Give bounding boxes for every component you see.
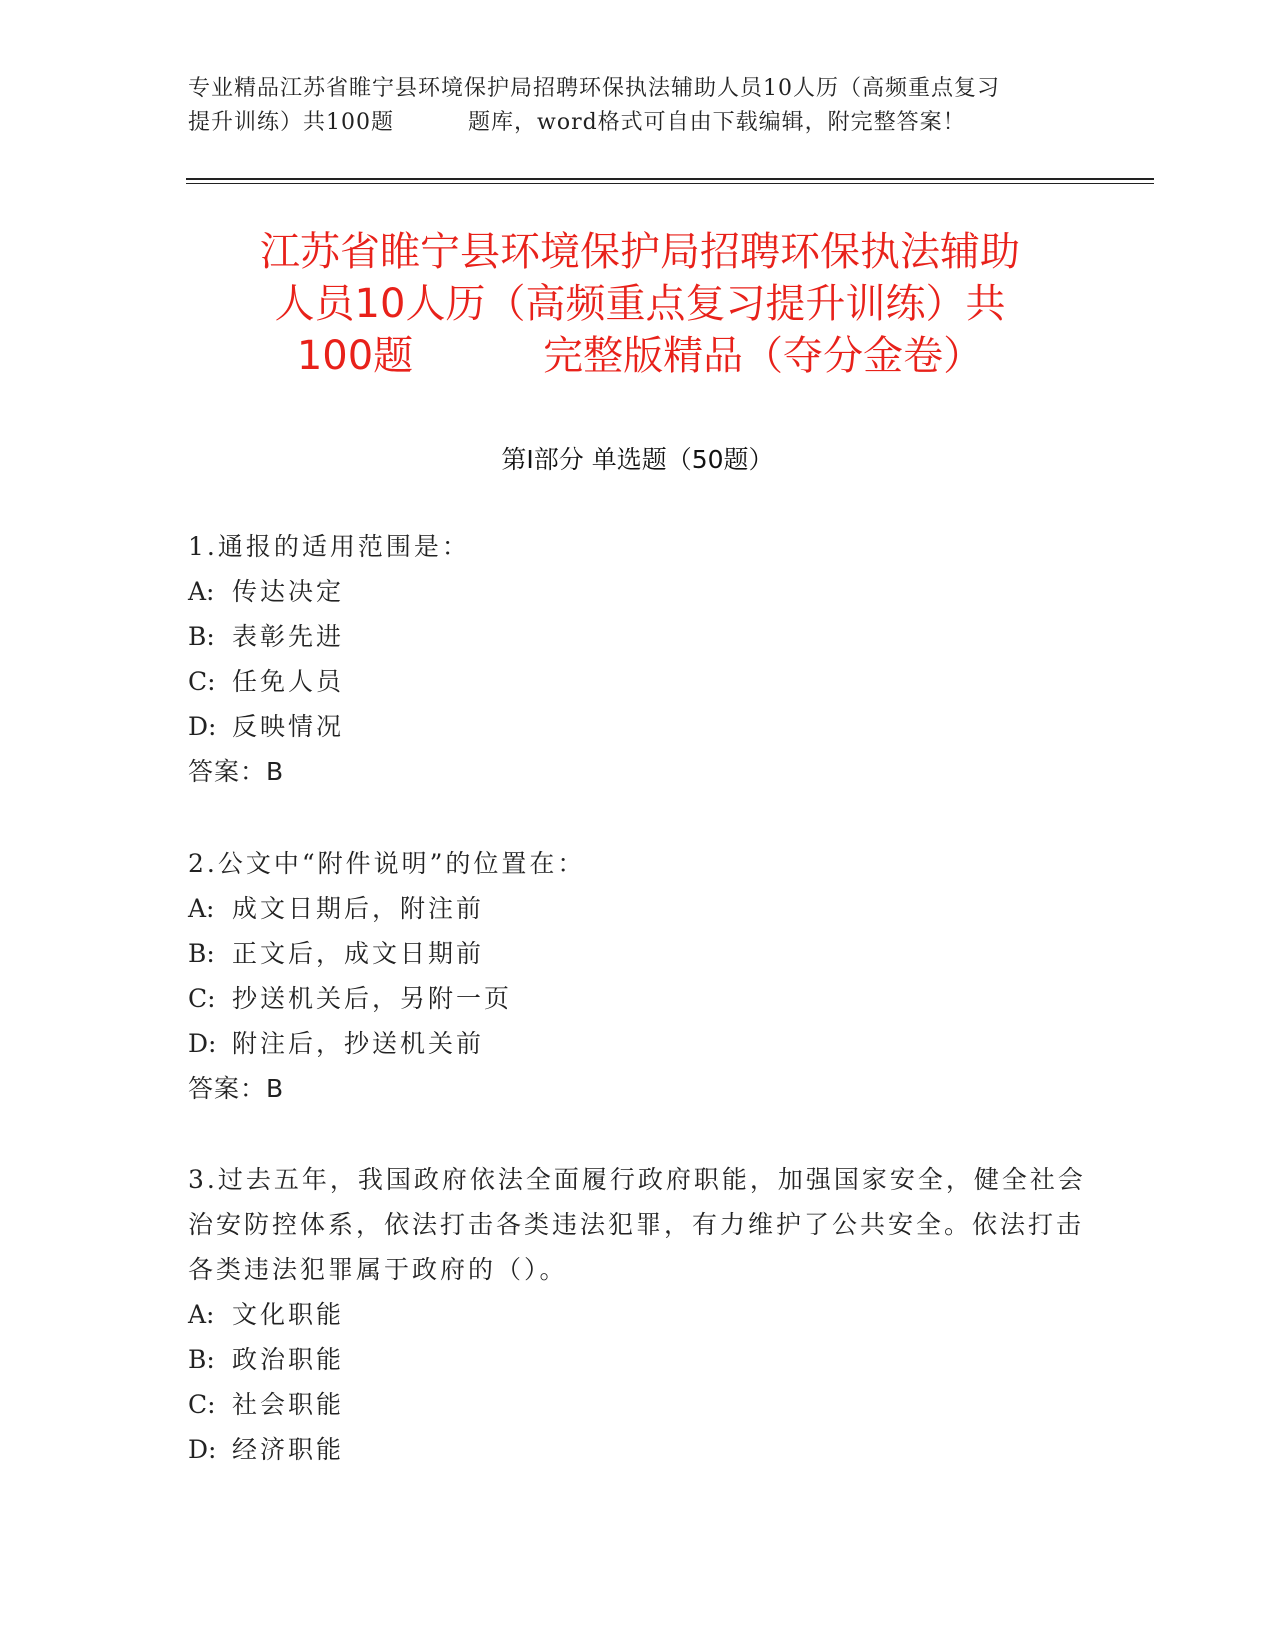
header-line-2-part-b: 题库，word格式可自由下载编辑，附完整答案！ [468,110,966,135]
option-key: A: [188,1300,215,1329]
option-c [188,1382,1088,1427]
option-key: D: [188,1029,217,1058]
option-text: 任免人员 [232,667,345,696]
option-text: 政治职能 [232,1345,345,1374]
title-line-2: 人员10人历（高频重点复习提升训练）共 [274,281,1006,327]
title-line-3-part-a: 100题 [296,333,414,379]
document-title [180,226,1100,382]
title-line-3 [180,330,1100,382]
answer: 答案：B [188,1074,285,1103]
header-line-1: 专业精品江苏省睢宁县环境保护局招聘环保执法辅助人员10人历（高频重点复习 [188,76,1000,101]
question-3 [188,1157,1088,1472]
option-d [188,704,1088,749]
option-b [188,614,1088,659]
option-key: B: [188,1345,215,1374]
option-text: 社会职能 [232,1390,345,1419]
title-line-1: 江苏省睢宁县环境保护局招聘环保执法辅助 [260,229,1020,275]
option-key: B: [188,939,215,968]
option-c [188,659,1088,704]
option-key: C: [188,1390,216,1419]
option-text: 反映情况 [232,712,345,741]
option-text: 表彰先进 [232,622,345,651]
option-a [188,886,1088,931]
option-key: A: [188,894,215,923]
option-d [188,1427,1088,1472]
option-key: C: [188,984,216,1013]
option-key: D: [188,1435,217,1464]
option-a [188,569,1088,614]
option-key: A: [188,577,215,606]
question-stem: 2.公文中“附件说明”的位置在： [188,849,586,878]
option-text: 成文日期后，附注前 [232,894,485,923]
header-divider-thick [186,178,1154,180]
question-stem: 3.过去五年，我国政府依法全面履行政府职能，加强国家安全，健全社会治安防控体系，依法打击各类违法犯罪，有力维护了公共安全。依法打击各类违法犯罪属于政府的（）。 [188,1165,1086,1284]
page-header [188,72,1088,140]
header-line-2-part-a: 提升训练）共100题 [188,110,394,135]
option-text: 附注后，抄送机关前 [232,1029,485,1058]
option-text: 文化职能 [232,1300,345,1329]
option-text: 经济职能 [232,1435,345,1464]
option-text: 抄送机关后，另附一页 [232,984,513,1013]
option-c [188,976,1088,1021]
title-line-3-part-b: 完整版精品（夺分金卷） [543,333,984,379]
question-2 [188,841,1088,1111]
question-1 [188,524,1088,794]
option-text: 传达决定 [232,577,345,606]
option-text: 正文后，成文日期前 [232,939,485,968]
question-stem: 1.通报的适用范围是： [188,532,470,561]
header-divider-thin [186,183,1154,184]
option-a [188,1292,1088,1337]
option-key: D: [188,712,217,741]
answer: 答案：B [188,757,285,786]
option-b [188,1337,1088,1382]
option-key: B: [188,622,215,651]
option-key: C: [188,667,216,696]
option-b [188,931,1088,976]
option-d [188,1021,1088,1066]
section-heading: 第Ⅰ部分 单选题（50题） [501,445,774,474]
header-line-2 [188,106,1088,140]
